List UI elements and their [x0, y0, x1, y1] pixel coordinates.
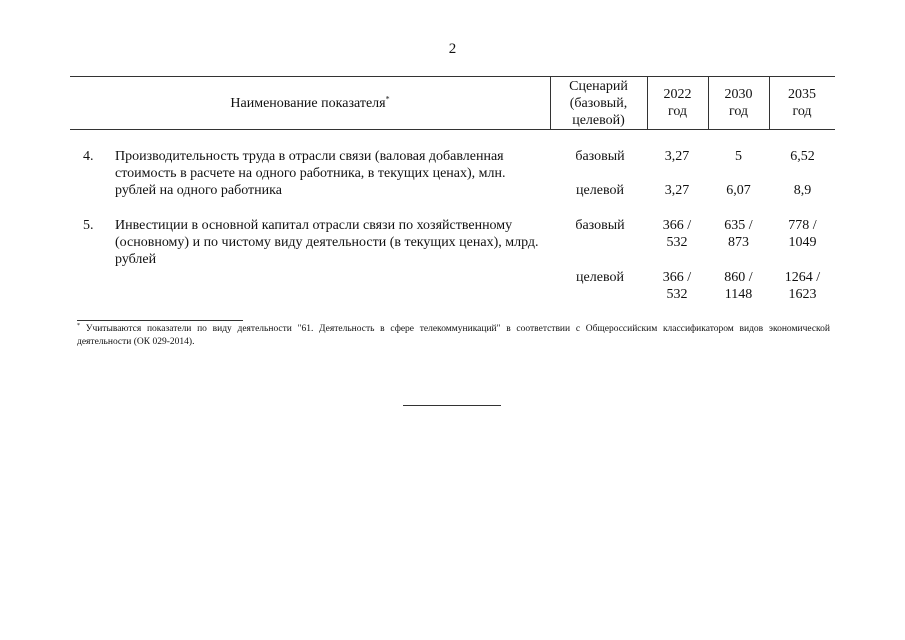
- end-of-document-rule: [403, 405, 501, 406]
- value-line: 778 /: [788, 218, 817, 233]
- header-indicator-label: Наименование показателя: [230, 95, 386, 111]
- indicator-name: Инвестиции в основной капитал отрасли связи по хозяйственному (основному) и по чистому виду деятельности (в текущих ценах), млрд. рублей: [115, 218, 539, 267]
- header-year-unit: год: [792, 104, 812, 119]
- page-number: 2: [448, 41, 457, 57]
- value-line: 860 /: [724, 270, 753, 285]
- header-scenario-line: целевой): [572, 112, 625, 128]
- footnote-text: Учитываются показатели по виду деятельности "61. Деятельность в сфере телекоммуникаций" в соответствии с Общероссийским классификатором видов экономической деятельности (ОК 029-2014).: [77, 324, 830, 347]
- row-number: 4.: [83, 149, 94, 164]
- value-line: 873: [728, 235, 749, 250]
- header-year: 2035: [788, 87, 816, 102]
- value-line: 1264 /: [784, 270, 821, 285]
- value-2030: [708, 269, 769, 303]
- row-number: 5.: [83, 218, 94, 233]
- value-2022: 3,27: [664, 183, 690, 198]
- header-year-unit: год: [667, 104, 688, 119]
- value-2022: [647, 217, 707, 251]
- header-year-2035: [769, 76, 835, 130]
- header-scenario-line: Сценарий: [569, 78, 628, 94]
- value-line: 366 /: [662, 270, 692, 285]
- header-year-unit: год: [728, 104, 749, 119]
- footnote-reference: *: [385, 93, 390, 103]
- value-2035: [770, 269, 835, 303]
- footnote-separator: [77, 320, 243, 321]
- header-year-2022: [647, 76, 708, 130]
- footnote: [77, 323, 830, 349]
- header-year-2030: [708, 76, 769, 130]
- scenario-label: целевой: [576, 270, 624, 285]
- value-line: 1623: [788, 287, 817, 302]
- value-line: 1148: [724, 287, 753, 302]
- header-year: 2030: [724, 87, 753, 102]
- scenario-label: базовый: [575, 218, 625, 233]
- header-indicator: [70, 76, 550, 130]
- header-year: 2022: [663, 87, 692, 102]
- value-2030: [708, 217, 769, 251]
- scenario-label: целевой: [576, 183, 624, 198]
- value-line: 1049: [788, 235, 817, 250]
- table-row: [70, 148, 835, 208]
- value-line: 635 /: [724, 218, 753, 233]
- footnote-mark: *: [77, 322, 80, 329]
- indicator-name: Производительность труда в отрасли связи (валовая добавленная стоимость в расчете на одного работника, в текущих ценах), млн. рублей на одного работника: [115, 149, 506, 198]
- header-scenario-line: (базовый,: [569, 95, 628, 111]
- value-line: 366 /: [662, 218, 692, 233]
- table-row: [70, 217, 835, 307]
- value-2022: [647, 269, 707, 303]
- header-scenario: [550, 76, 647, 130]
- value-2022: 3,27: [664, 149, 690, 164]
- value-2030: 6,07: [726, 183, 751, 198]
- scenario-label: базовый: [575, 149, 625, 164]
- value-2030: 5: [735, 149, 742, 164]
- value-2035: 8,9: [793, 183, 812, 198]
- value-2035: 6,52: [790, 149, 815, 164]
- value-line: 532: [666, 235, 688, 250]
- value-line: 532: [666, 287, 688, 302]
- value-2035: [770, 217, 835, 251]
